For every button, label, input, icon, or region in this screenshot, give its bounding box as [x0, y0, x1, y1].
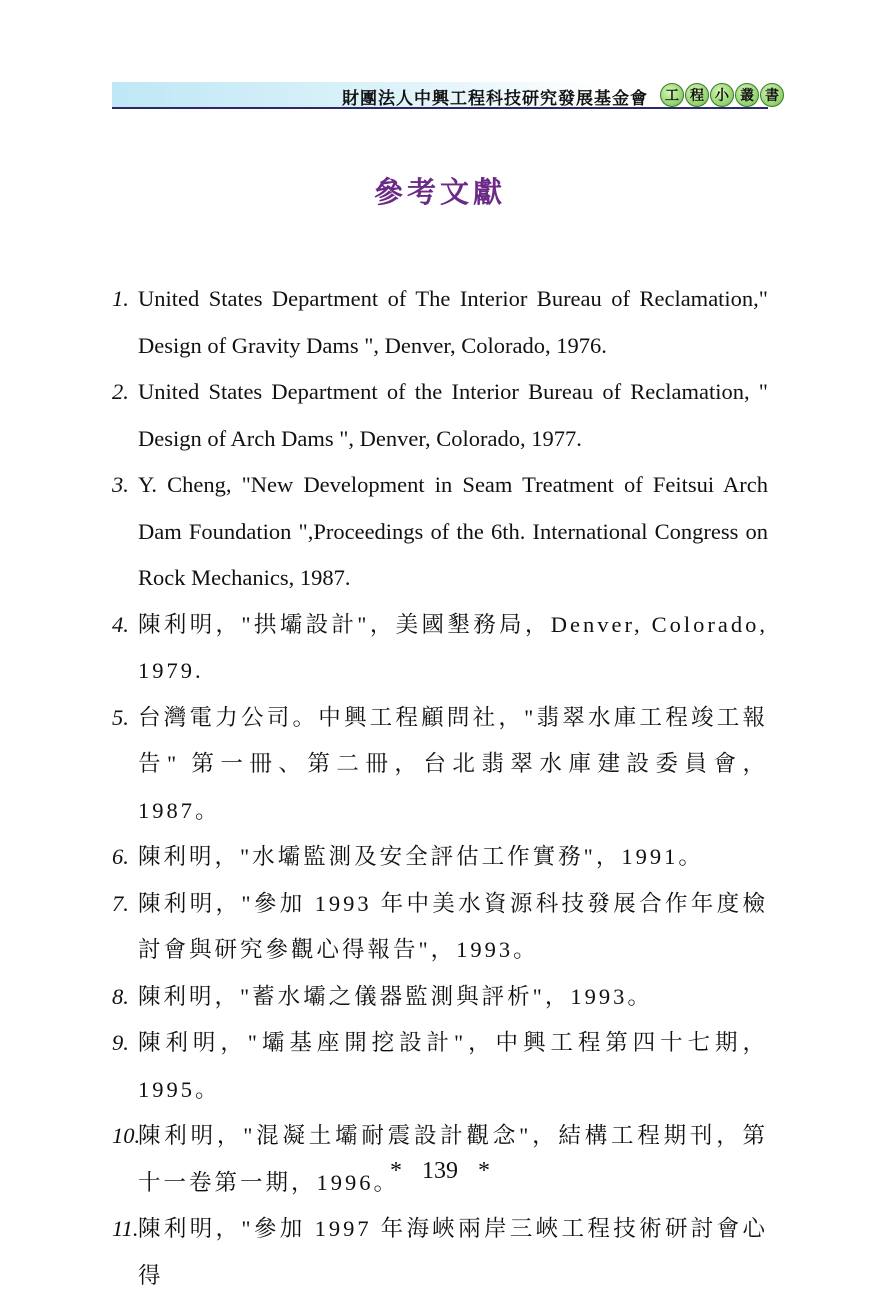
reference-text: 台灣電力公司。中興工程顧問社，"翡翠水庫工程竣工報告" 第一冊、第二冊，台北翡翠水庫建設委員會，1987。: [138, 704, 768, 823]
reference-text: United States Department of The Interior Bureau of Reclamation," Design of Gravity Dams ", Denver, Colorado, 1976.: [138, 286, 768, 358]
series-badge: 小: [710, 83, 734, 107]
reference-list: [112, 276, 768, 1299]
reference-item: [112, 881, 768, 974]
reference-text: United States Department of the Interior Bureau of Reclamation, " Design of Arch Dams ", Denver, Colorado, 1977.: [138, 379, 768, 451]
page-number: * 139 *: [390, 1158, 490, 1184]
reference-item: [112, 1020, 768, 1113]
series-badge: 工: [660, 83, 684, 107]
reference-number: 7.: [112, 890, 129, 916]
reference-number: 2.: [112, 379, 129, 404]
reference-text: 陳利明，"水壩監測及安全評估工作實務"，1991。: [138, 844, 704, 869]
reference-text: 陳利明，"蓄水壩之儀器監測與評析"，1993。: [138, 983, 653, 1009]
reference-number: 8.: [112, 983, 129, 1009]
reference-text: 陳利明，"參加 1997 年海峽兩岸三峽工程技術研討會心得: [138, 1216, 768, 1288]
reference-text: 陳利明，"拱壩設計"，美國墾務局，Denver, Colorado, 1979.: [138, 611, 768, 683]
series-badges: [660, 83, 784, 107]
reference-item: [112, 602, 768, 695]
series-badge: 叢: [735, 83, 759, 107]
reference-number: 1.: [112, 286, 129, 311]
reference-text: 陳利明，"混凝土壩耐震設計觀念"，結構工程期刊，第十一卷第一期，1996。: [138, 1123, 768, 1195]
reference-item: [112, 276, 768, 369]
publisher-name: 財團法人中興工程科技研究發展基金會: [342, 89, 648, 109]
reference-number: 11.: [112, 1216, 139, 1241]
reference-number: 3.: [112, 472, 129, 497]
reference-item: [112, 695, 768, 835]
reference-item: [112, 369, 768, 462]
reference-number: 6.: [112, 844, 129, 869]
series-badge: 書: [760, 83, 784, 107]
reference-text: 陳利明，"參加 1993 年中美水資源科技發展合作年度檢討會與研究參觀心得報告"，1993。: [138, 890, 768, 962]
reference-item: [112, 974, 768, 1021]
reference-number: 9.: [112, 1030, 129, 1055]
reference-number: 10.: [112, 1123, 141, 1148]
reference-number: 4.: [112, 611, 129, 637]
reference-item: [112, 1206, 768, 1299]
series-badge: 程: [685, 83, 709, 107]
page-title: 參考文獻: [373, 175, 506, 209]
reference-item: [112, 462, 768, 602]
reference-text: Y. Cheng, "New Development in Seam Treatment of Feitsui Arch Dam Foundation ",Proceedings of the 6th. International Congress on Rock Mechanics, 1987.: [138, 472, 768, 590]
reference-text: 陳利明，"壩基座開挖設計"，中興工程第四十七期，1995。: [138, 1030, 768, 1102]
reference-number: 5.: [112, 704, 129, 730]
reference-item: [112, 834, 768, 881]
